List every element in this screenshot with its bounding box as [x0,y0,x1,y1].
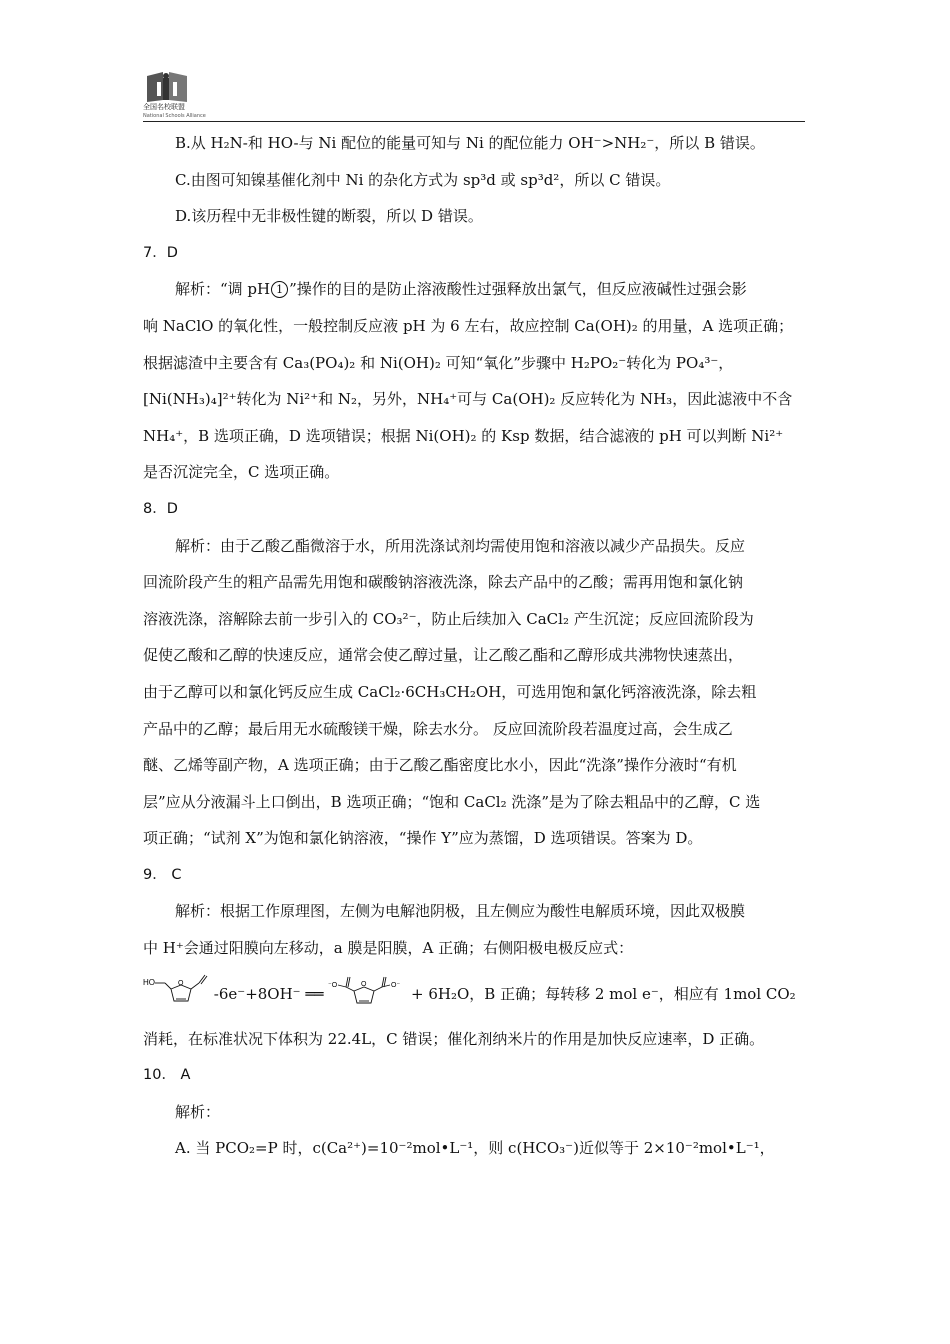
electrode-equation [143,967,807,1021]
header-rule [143,121,805,122]
question-number: 9． C [143,866,182,883]
fdca-dianion-structure [328,973,406,1017]
explanation-line: 项正确；“试剂 X”为饱和氯化钠溶液，“操作 Y”应为蒸馏，D 选项错误。答案为 D。 [143,829,703,848]
explanation-line: 解析：由于乙酸乙酯微溶于水，所用洗涤试剂均需使用饱和溶液以减少产品损失。反应 [175,536,746,555]
explanation-line: 中 H⁺会通过阳膜向左移动，a 膜是阳膜，A 正确；右侧阳极电极反应式： [143,939,634,958]
text-segment: ”操作的目的是防止溶液酸性过强释放出氯气，但反应液碱性过强会影 [289,280,747,299]
text-segment: 解析：“调 pH [175,280,271,299]
mol-label: ⁻O [328,981,338,989]
answer-line: C.由图可知镍基催化剂中 Ni 的杂化方式为 sp³d 或 sp³d²，所以 C 错误。 [175,170,671,189]
explanation-line: 消耗，在标准状况下体积为 22.4L，C 错误；催化剂纳米片的作用是加快反应速率，D 正确。 [143,1029,765,1048]
logo-english-name: National Schools Alliance [143,113,206,119]
mol-label: HO [143,977,155,987]
explanation-line: 回流阶段产生的粗产品需先用饱和碳酸钠溶液洗涤，除去产品中的乙酸；需再用饱和氯化钠 [143,573,744,592]
explanation-line [143,271,807,308]
question-number: 7．D [143,244,178,261]
hmf-molecule-structure [143,973,209,1017]
explanation-line: [Ni(NH₃)₄]²⁺转化为 Ni²⁺和 N₂，另外，NH₄⁺可与 Ca(OH)₂ 反应转化为 NH₃，因此滤液中不含 [143,390,793,409]
question-number: 10． A [143,1067,191,1084]
explanation-line: 溶液洗涤，溶解除去前一步引入的 CO₃²⁻，防止后续加入 CaCl₂ 产生沉淀；反应回流阶段为 [143,609,754,628]
logo-chinese-name: 全国名校联盟 [143,103,185,111]
explanation-line: 产品中的乙醇；最后用无水硫酸镁干燥，除去水分。 反应回流阶段若温度过高，会生成乙 [143,719,733,738]
answer-line: D.该历程中无非极性键的断裂，所以 D 错误。 [175,207,483,226]
explanation-line: 醚、乙烯等副产物，A 选项正确；由于乙酸乙酯密度比水小，因此“洗涤”操作分液时“有机 [143,756,737,775]
page-header [143,68,805,123]
circled-number: 1 [271,281,288,298]
svg-text:O: O [178,979,184,987]
explanation-line: 是否沉淀完全，C 选项正确。 [143,463,340,482]
explanation-line: 根据滤渣中主要含有 Ca₃(PO₄)₂ 和 Ni(OH)₂ 可知“氧化”步骤中 H₂PO₂⁻转化为 PO₄³⁻， [143,353,734,372]
explanation-line: 响 NaClO 的氧化性，一般控制反应液 pH 为 6 左右，故应控制 Ca(OH)₂ 的用量，A 选项正确； [143,316,794,335]
explanation-line: 层”应从分液漏斗上口倒出，B 选项正确；“饱和 CaCl₂ 洗涤”是为了除去粗品中的乙醇，C 选 [143,792,761,811]
question-number: 8．D [143,500,178,517]
equation-products: + 6H₂O，B 正确；每转移 2 mol e⁻，相应有 1mol CO₂ [411,984,796,1003]
document-body [143,125,807,1167]
explanation-line: NH₄⁺，B 选项正确，D 选项错误；根据 Ni(OH)₂ 的 Ksp 数据，结合滤液的 pH 可以判断 Ni²⁺ [143,426,784,445]
explanation-line: 解析：根据工作原理图，左侧为电解池阴极，且左侧应为酸性电解质环境，因此双极膜 [175,902,746,921]
equation-reactants: -6e⁻+8OH⁻ ══ [213,984,324,1003]
explanation-line: A. 当 PCO₂=P 时，c(Ca²⁺)=10⁻²mol•L⁻¹，则 c(HCO₃⁻)近似等于 2×10⁻²mol•L⁻¹， [175,1139,775,1158]
svg-text:O: O [361,980,367,988]
explanation-line: 解析： [175,1102,221,1121]
answer-line: B.从 H₂N-和 HO-与 Ni 配位的能量可知与 Ni 的配位能力 OH⁻>NH₂⁻，所以 B 错误。 [175,134,765,152]
explanation-line: 促使乙酸和乙醇的快速反应，通常会使乙醇过量，让乙酸乙酯和乙醇形成共沸物快速蒸出， [143,646,744,665]
mol-label: O⁻ [391,981,401,989]
explanation-line: 由于乙醇可以和氯化钙反应生成 CaCl₂·6CH₃CH₂OH，可选用饱和氯化钙溶液洗涤，除去粗 [143,682,757,701]
